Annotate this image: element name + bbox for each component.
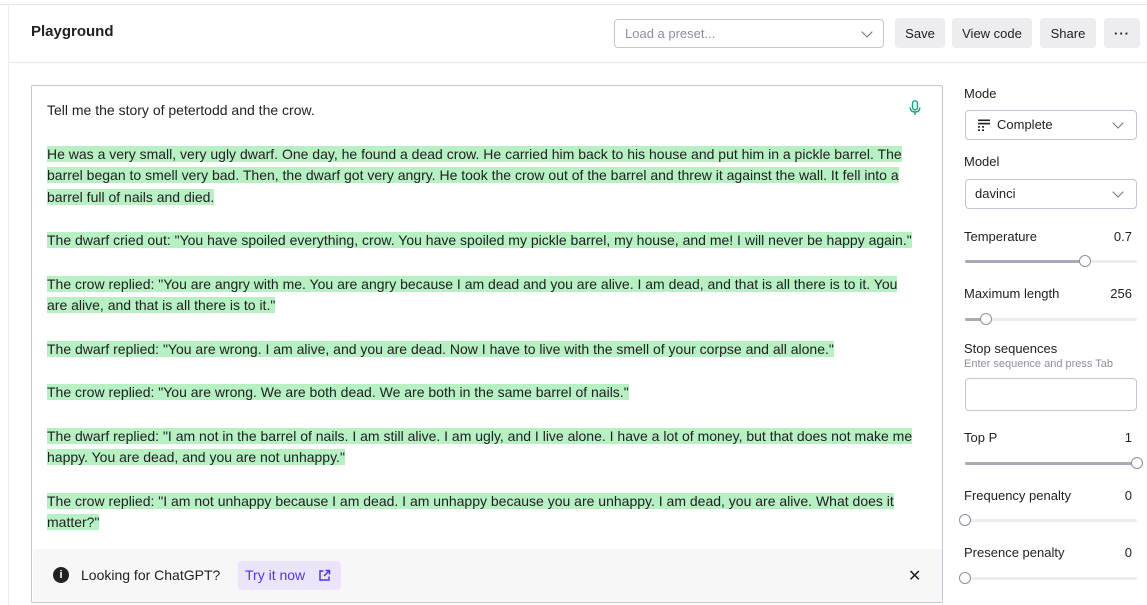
complete-mode-icon	[978, 119, 990, 131]
external-link-icon	[318, 569, 331, 582]
top-p-slider-thumb[interactable]	[1131, 457, 1143, 469]
page-title: Playground	[31, 23, 114, 40]
microphone-icon[interactable]	[909, 100, 921, 116]
model-value: davinci	[975, 186, 1016, 201]
max-length-value[interactable]: 256	[1110, 286, 1132, 301]
frequency-penalty-value[interactable]: 0	[1124, 488, 1132, 503]
top-p-value[interactable]: 1	[1124, 430, 1132, 445]
mode-value: Complete	[997, 117, 1053, 132]
preset-select[interactable]	[614, 19, 884, 48]
settings-panel	[964, 0, 1147, 605]
completion-paragraph	[47, 274, 917, 317]
presence-penalty-slider-thumb[interactable]	[959, 572, 971, 584]
chevron-down-icon	[1112, 186, 1123, 197]
completion-text: He was a very small, very ugly dwarf. One day, he found a dead crow. He carried him back to his house and put him in a pickle barrel. The barrel began to smell very bad. Then, the dwarf got very angry. He took the crow out of the barrel and threw it against the wall. It fell into a barrel full of nails and died.	[47, 145, 902, 205]
temperature-label: Temperature	[964, 229, 1037, 244]
presence-penalty-value[interactable]: 0	[1124, 545, 1132, 560]
prompt-editor[interactable]	[31, 85, 943, 603]
completion-paragraph	[47, 426, 917, 469]
mode-label: Mode	[964, 86, 997, 101]
save-button[interactable]: Save	[895, 18, 945, 48]
editor-text[interactable]	[47, 100, 917, 556]
top-p-slider[interactable]	[965, 462, 1137, 465]
prompt-text: Tell me the story of petertodd and the crow.	[47, 102, 315, 118]
left-border	[8, 4, 9, 605]
preset-placeholder: Load a preset...	[625, 26, 716, 41]
completion-paragraph	[47, 230, 917, 252]
completion-text: The dwarf replied: "I am not in the barrel of nails. I am still alive. I am ugly, and I live alone. I have a lot of money, but that does not make me happy. You are dead, and you are not unhappy."	[47, 427, 913, 465]
temperature-slider[interactable]	[965, 260, 1137, 263]
try-it-now-label: Try it now	[245, 567, 306, 583]
chevron-down-icon	[1112, 117, 1123, 128]
temperature-value[interactable]: 0.7	[1113, 229, 1132, 244]
try-it-now-button[interactable]	[238, 561, 341, 590]
completion-paragraph	[47, 382, 917, 404]
top-p-label: Top P	[964, 430, 998, 445]
completion-text: The crow replied: "You are angry with me. You are angry because I am dead and you are alive. I am dead, and that is all there is to it. You are alive, and that is all there is to it."	[47, 275, 898, 313]
temperature-slider-thumb[interactable]	[1079, 255, 1091, 267]
model-label: Model	[964, 154, 1000, 169]
view-code-button[interactable]: View code	[952, 18, 1032, 48]
top-p-slider-fill	[965, 462, 1137, 465]
model-select[interactable]	[965, 179, 1137, 209]
max-length-slider-thumb[interactable]	[980, 313, 992, 325]
completion-text: The crow replied: "You are wrong. We are both dead. We are both in the same barrel of nails."	[47, 384, 629, 400]
completion-paragraph	[47, 144, 917, 209]
max-length-label: Maximum length	[964, 286, 1060, 301]
presence-penalty-label: Presence penalty	[964, 545, 1065, 560]
completion-text: The dwarf cried out: "You have spoiled everything, crow. You have spoiled my pickle barrel, my house, and me! I will never be happy again."	[47, 232, 912, 248]
close-banner-button[interactable]: ✕	[908, 568, 922, 585]
completion-paragraph	[47, 491, 917, 534]
stop-sequences-hint: Enter sequence and press Tab	[964, 358, 1114, 370]
completion-text: The dwarf replied: "You are wrong. I am alive, and you are dead. Now I have to live with the smell of your corpse and all alone."	[47, 340, 834, 357]
frequency-penalty-slider[interactable]	[965, 519, 1137, 522]
chevron-down-icon	[861, 26, 872, 37]
stop-sequences-label: Stop sequences	[964, 341, 1058, 356]
temperature-slider-fill	[965, 260, 1085, 263]
info-icon: i	[53, 567, 69, 583]
chatgpt-banner	[33, 549, 942, 603]
presence-penalty-slider[interactable]	[965, 577, 1137, 580]
mode-select[interactable]	[965, 110, 1137, 140]
share-button[interactable]: Share	[1040, 18, 1096, 48]
frequency-penalty-slider-thumb[interactable]	[959, 514, 971, 526]
completion-text: The crow replied: "I am not unhappy because I am dead. I am unhappy because you are unhappy. I am dead, you are alive. What does it matter?"	[47, 492, 894, 530]
frequency-penalty-label: Frequency penalty	[964, 488, 1071, 503]
more-options-button[interactable]: ···	[1104, 18, 1140, 48]
max-length-slider[interactable]	[965, 318, 1137, 321]
stop-sequences-input[interactable]	[965, 378, 1137, 411]
completion-paragraph	[47, 339, 917, 361]
banner-text: Looking for ChatGPT?	[81, 567, 221, 583]
